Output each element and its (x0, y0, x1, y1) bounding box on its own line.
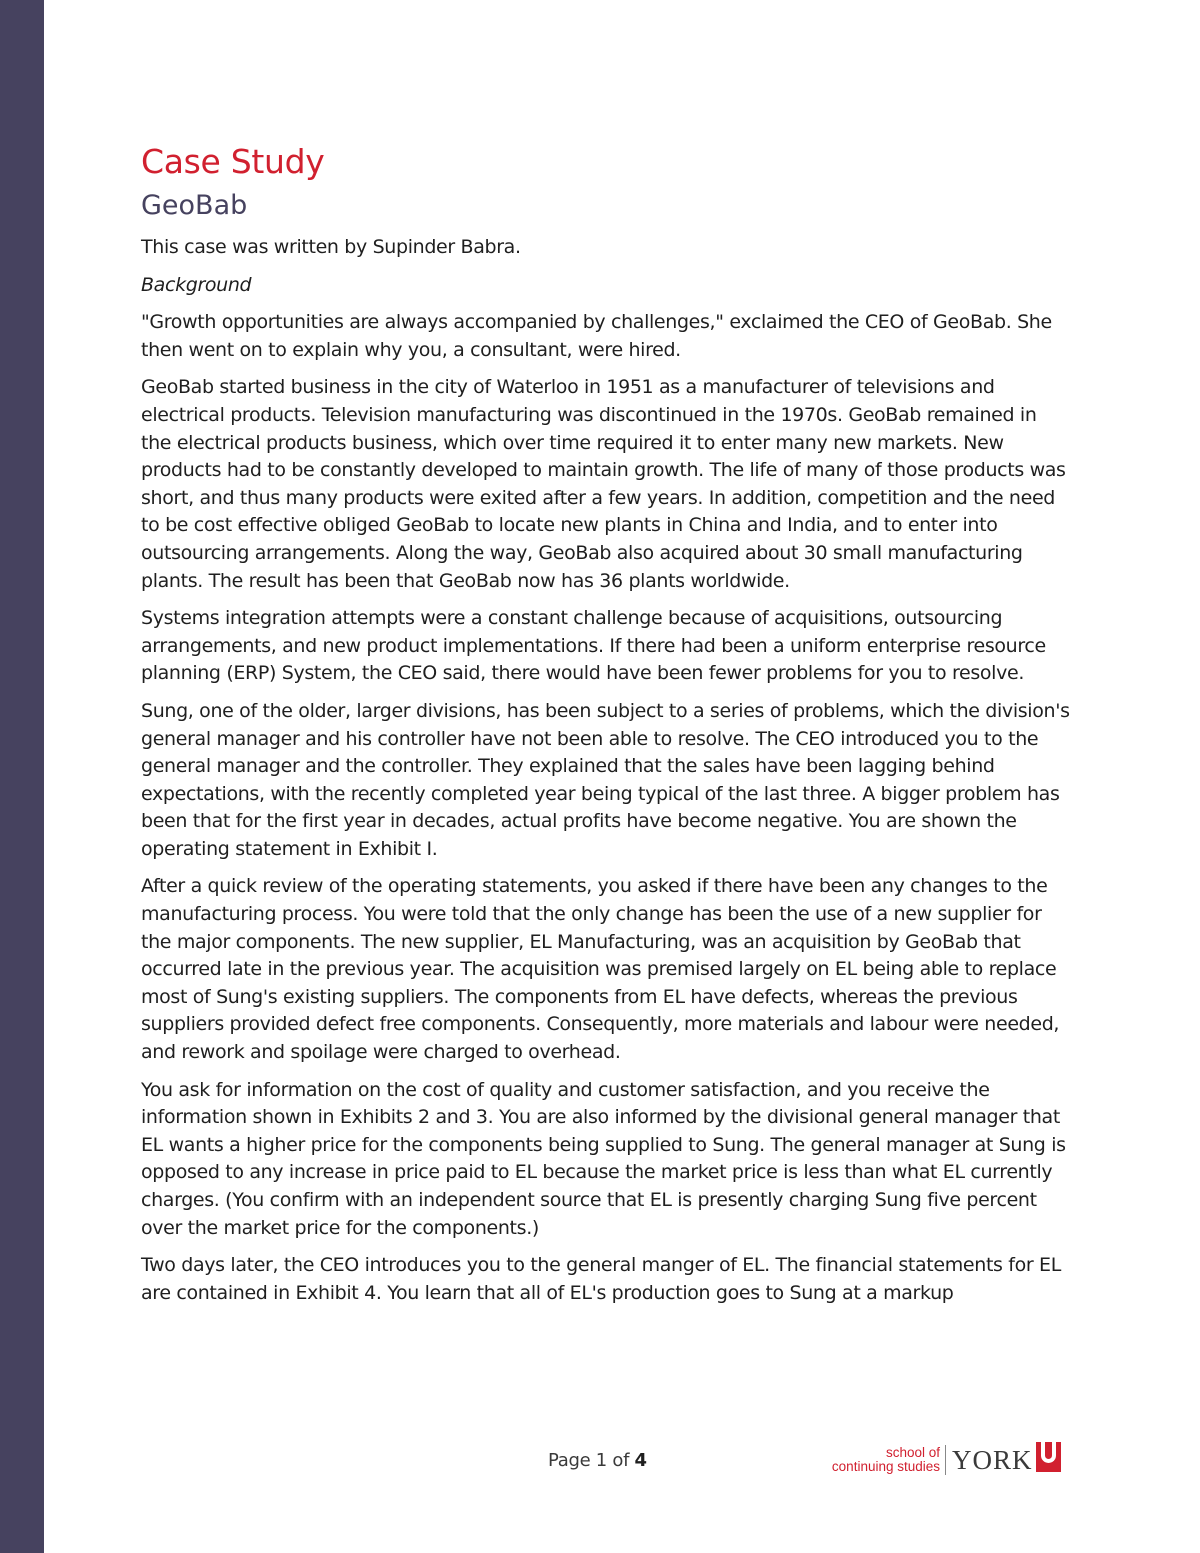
paragraph: "Growth opportunities are always accompanied by challenges," exclaimed the CEO of GeoBab. She then went on to explain why you, a consultant, were hired. (141, 311, 1052, 361)
logo-line-2: continuing studies (831, 1459, 940, 1474)
page-total: 4 (634, 1450, 647, 1471)
side-accent-bar (0, 0, 44, 1553)
paragraph: GeoBab started business in the city of Waterloo in 1951 as a manufacturer of televisions and electrical products. Television manufacturing was discontinued in the 1970s. GeoBab remained in the electrical products business, which over time required it to enter many new markets. New products had to be constantly developed to maintain growth. The life of many of those products was short, and thus many products were exited after a few years. In addition, competition and the need to be cost effective obliged GeoBab to locate new plants in China and India, and to enter into outsourcing arrangements. Along the way, GeoBab also acquired about 30 small manufacturing plants. The result has been that GeoBab now has 36 plants worldwide. (141, 376, 1066, 592)
u-letter-shape (1041, 1442, 1056, 1463)
york-u-icon (1036, 1442, 1061, 1472)
page-number-prefix: Page 1 of (548, 1450, 635, 1471)
author-line: This case was written by Supinder Babra. (141, 236, 521, 258)
page-number (548, 1448, 647, 1474)
logo-divider (945, 1445, 946, 1475)
paragraph: You ask for information on the cost of quality and customer satisfaction, and you receive the information shown in Exhibits 2 and 3. You are also informed by the divisional general manager that EL wants a higher price for the components being supplied to Sung. The general manager at Sung is opposed to any increase in price paid to EL because the market price is less than what EL currently charges. (You confirm with an independent source that EL is presently charging Sung five percent over the market price for the components.) (141, 1078, 1066, 1239)
york-logo (814, 1441, 1064, 1481)
logo-york-text: YORK (952, 1445, 1033, 1475)
paragraph: Two days later, the CEO introduces you to the general manger of EL. The financial statements for EL are contained in Exhibit 4. You learn that all of EL's production goes to Sung at a markup (141, 1254, 1061, 1304)
logo-school-text (832, 1446, 940, 1474)
logo-line-1: school of (885, 1445, 940, 1460)
document-subtitle: GeoBab (141, 190, 248, 221)
document-title: Case Study (141, 142, 325, 181)
paragraph: Systems integration attempts were a constant challenge because of acquisitions, outsourcing arrangements, and new product implementations. If there had been a uniform enterprise resource planning (ERP) System, the CEO said, there would have been fewer problems for you to resolve. (141, 607, 1046, 685)
paragraph: After a quick review of the operating statements, you asked if there have been any changes to the manufacturing process. You were told that the only change has been the use of a new supplier for the major components. The new supplier, EL Manufacturing, was an acquisition by GeoBab that occurred late in the previous year. The acquisition was premised largely on EL being able to replace most of Sung's existing suppliers. The components from EL have defects, whereas the previous suppliers provided defect free components. Consequently, more materials and labour were needed, and rework and spoilage were charged to overhead. (141, 875, 1060, 1064)
document-body (141, 140, 1071, 1317)
paragraph: Sung, one of the older, larger divisions, has been subject to a series of problems, which the division's general manager and his controller have not been able to resolve. The CEO introduced you to the general manager and the controller. They explained that the sales have been lagging behind expectations, with the recently completed year being typical of the last three. A bigger problem has been that for the first year in decades, actual profits have become negative. You are shown the operating statement in Exhibit I. (141, 699, 1070, 860)
section-heading-background: Background (141, 273, 252, 296)
